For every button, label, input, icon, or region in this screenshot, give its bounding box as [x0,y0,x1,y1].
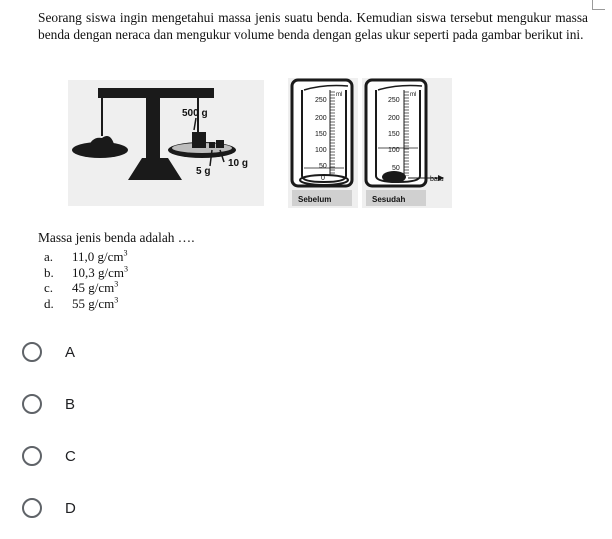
before-tick-250: 250 [315,97,327,104]
cylinder-before [288,78,358,208]
after-tick-250: 250 [388,97,400,104]
choice-letter: b. [44,264,54,280]
before-tick-150: 150 [315,131,327,138]
before-unit: ml [336,92,343,98]
choice-d [44,296,128,312]
weight-label-10: 10 g [228,158,249,169]
after-tick-150: 150 [388,131,400,138]
choice-list [44,249,128,311]
choice-text: 11,0 $g/cm^3$ [72,248,128,264]
question-figure [68,76,452,210]
radio-label[interactable]: A [65,343,76,361]
choice-b [44,265,128,281]
choice-a [44,249,128,265]
radio-button[interactable] [22,498,42,518]
weight-label-500: 500 g [182,108,208,119]
after-tick-100: 100 [388,147,400,154]
before-tick-0: 0 [321,175,325,182]
radio-label[interactable]: C [65,447,76,465]
cylinder-after [362,78,452,208]
choice-text: 55 $g/cm^3$ [72,295,119,311]
before-tick-200: 200 [315,115,327,122]
choice-c [44,280,128,296]
choice-letter: d. [44,295,54,311]
after-tick-50: 50 [392,165,400,172]
before-caption: Sebelum [298,195,332,204]
radio-button[interactable] [22,394,42,414]
radio-option-b[interactable] [22,394,75,414]
question-prompt: Massa jenis benda adalah …. [38,230,195,245]
after-unit: ml [410,92,417,98]
choice-text: 45 $g/cm^3$ [72,279,119,295]
radio-label[interactable]: D [65,499,76,517]
figure-illustration [68,76,452,210]
radio-button[interactable] [22,446,42,466]
choice-text: 10,3 $g/cm^3$ [72,264,128,280]
choice-letter: a. [44,249,54,264]
question-text: Seorang siswa ingin mengetahui massa jenis suatu benda. Kemudian siswa tersebut mengukur massa benda dengan neraca dan mengukur volume benda dengan gelas ukur seperti pada gambar berikut ini. [38,10,588,42]
radio-option-d[interactable] [22,498,76,518]
before-tick-100: 100 [315,147,327,154]
stone-label: batu [430,176,444,183]
before-tick-50: 50 [319,163,327,170]
corner-mark [592,0,605,10]
after-caption: Sesudah [372,195,406,204]
weight-label-5: 5 g [196,166,211,177]
radio-button[interactable] [22,342,42,362]
radio-option-a[interactable] [22,342,75,362]
choice-letter: c. [44,280,54,295]
radio-label[interactable]: B [65,395,76,413]
radio-option-c[interactable] [22,446,76,466]
after-tick-200: 200 [388,115,400,122]
